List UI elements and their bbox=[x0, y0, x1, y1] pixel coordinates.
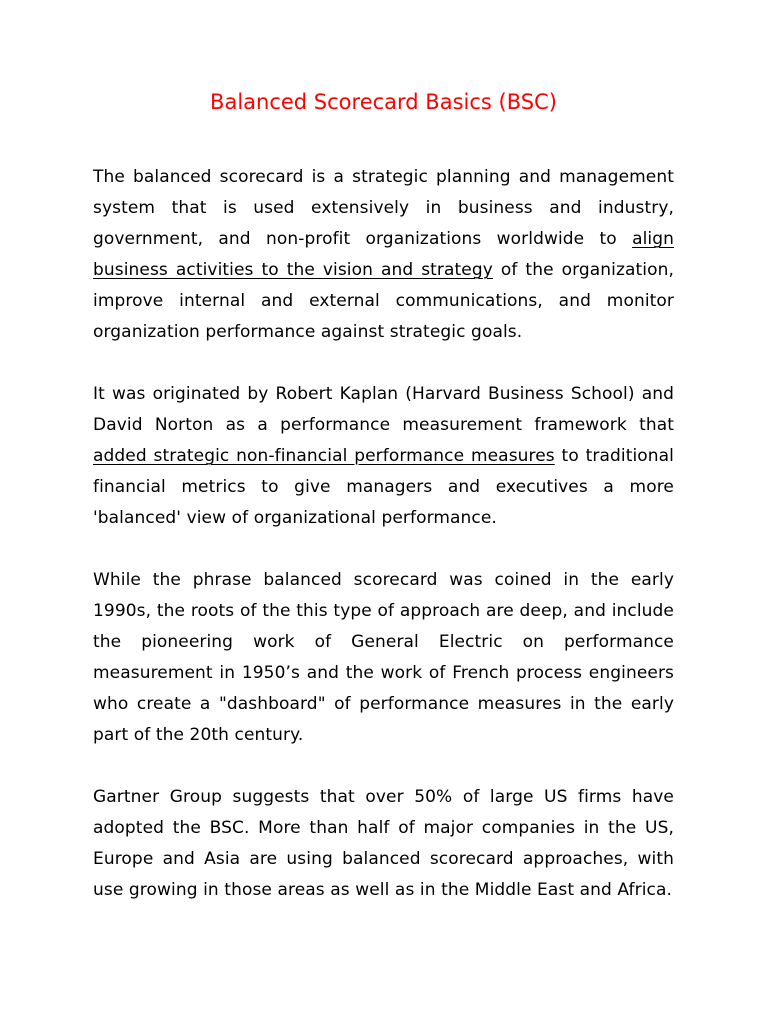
paragraph-history: While the phrase balanced scorecard was coined in the early 1990s, the roots of the this type of approach are deep, and include the pioneering work of General Electric on performance measurement in 1950’s and the work of French process engineers who create a "dashboard" of performance measures in the early part of the 20th century. bbox=[93, 570, 674, 745]
paragraph-text: The balanced scorecard is a strategic planning and management system that is used extensively in business and industry, government, and non-profit organizations worldwide to bbox=[93, 167, 674, 249]
paragraph-definition bbox=[93, 162, 674, 348]
paragraph-text: of the organization, improve internal and external communications, and monitor organization performance against strategic goals. bbox=[93, 260, 675, 342]
page-title: Balanced Scorecard Basics (BSC) bbox=[210, 90, 557, 114]
link-align-business-activities[interactable]: align business activities to the vision and strategy bbox=[93, 229, 674, 280]
paragraph-text: It was originated by Robert Kaplan (Harvard Business School) and David Norton as a performance measurement framework that bbox=[93, 384, 674, 435]
paragraph-text: to traditional financial metrics to give managers and executives a more 'balanced' view of organizational performance. bbox=[93, 446, 674, 528]
link-non-financial-measures[interactable]: added strategic non-financial performance measures bbox=[93, 446, 555, 466]
paragraph-origin bbox=[93, 379, 674, 534]
paragraph-adoption: Gartner Group suggests that over 50% of large US firms have adopted the BSC. More than half of major companies in the US, Europe and Asia are using balanced scorecard approaches, with use growing in those areas as well as in the Middle East and Africa. bbox=[93, 787, 674, 900]
